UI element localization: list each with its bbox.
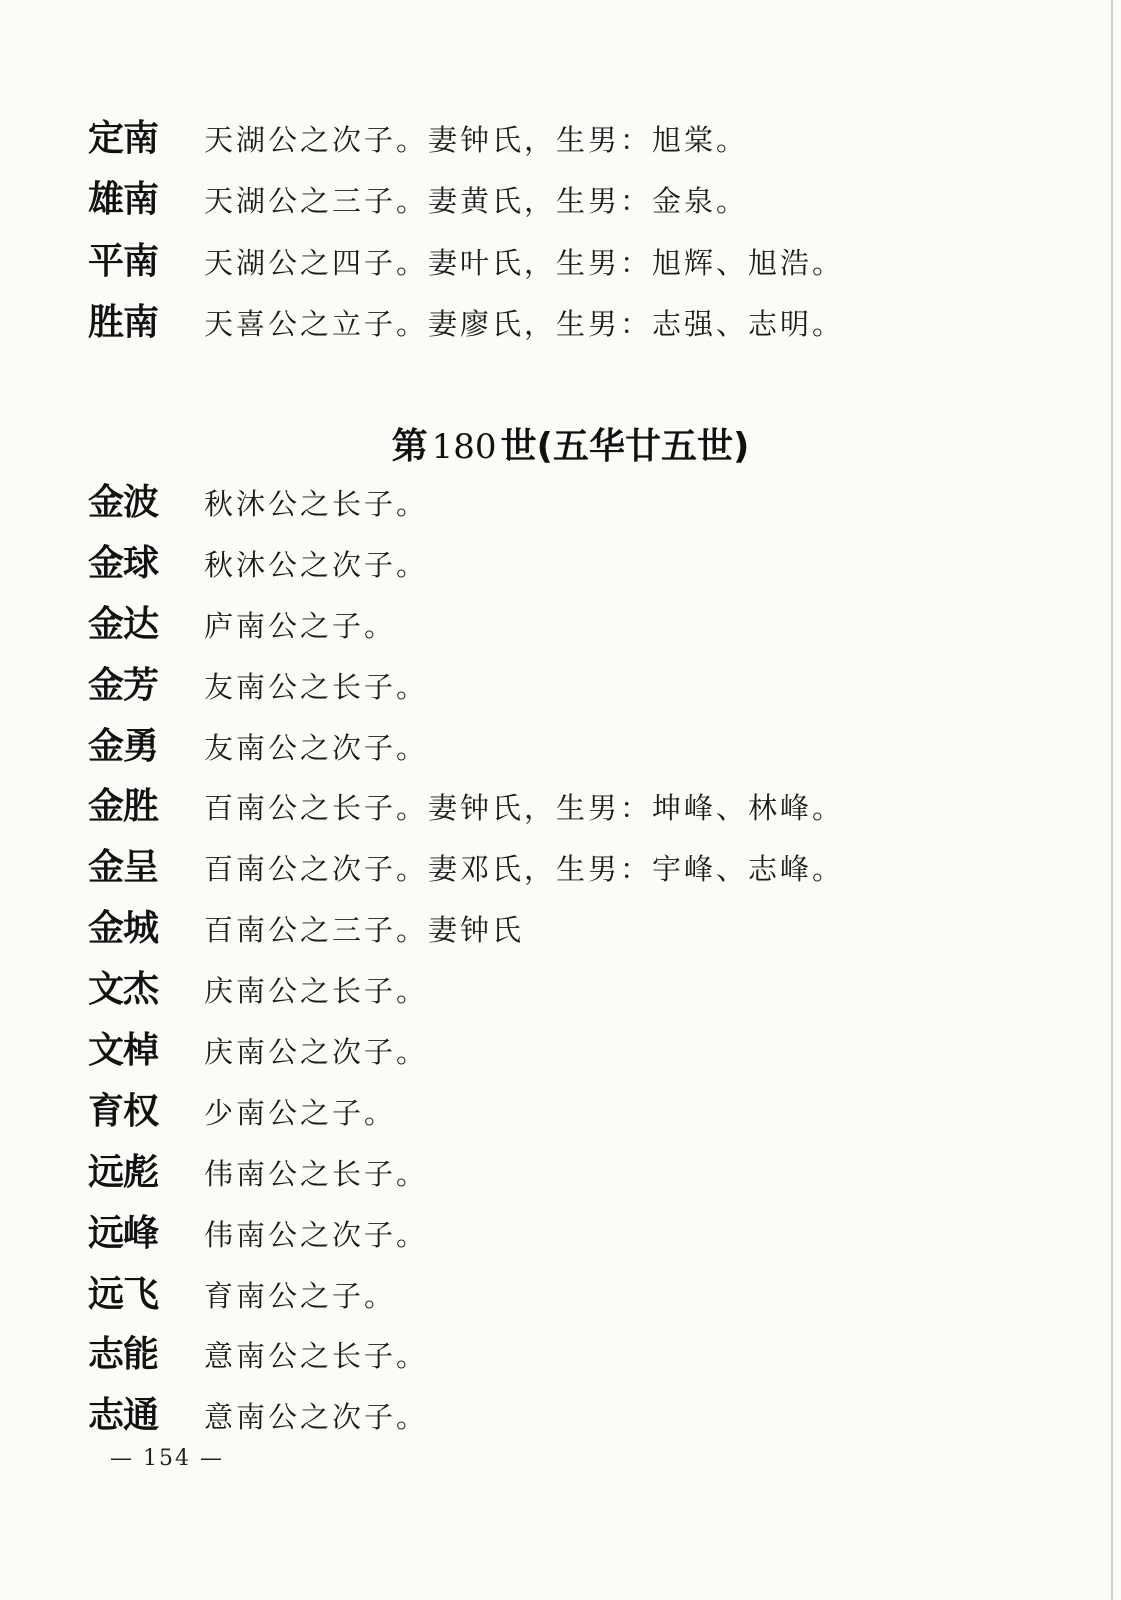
- person-description: 百南公之次子。妻邓氏，生男：宇峰、志峰。: [204, 852, 845, 887]
- person-description: 意南公之长子。: [204, 1339, 429, 1374]
- person-name: 雄南: [88, 179, 159, 221]
- person-name: 金波: [88, 482, 159, 523]
- genealogy-entry: [88, 778, 1028, 839]
- person-description: 天喜公之立子。妻廖氏，生男：志强、志明。: [204, 306, 845, 341]
- person-description: 伟南公之次子。: [204, 1217, 429, 1252]
- heading-number: 180: [431, 427, 497, 467]
- person-name: 金胜: [88, 786, 159, 828]
- person-description: 天湖公之三子。妻黄氏，生男：金泉。: [204, 184, 749, 219]
- genealogy-entry: [88, 535, 1028, 596]
- person-name: 胜南: [88, 301, 159, 343]
- person-name: 志能: [88, 1334, 159, 1376]
- page-edge-line: [1111, 0, 1113, 1600]
- genealogy-entry: [88, 1205, 1028, 1266]
- genealogy-entry: [88, 718, 1028, 779]
- person-name: 金呈: [88, 847, 159, 889]
- person-name: 文棹: [88, 1030, 159, 1072]
- person-description: 伟南公之长子。: [204, 1156, 429, 1191]
- person-name: 远飞: [88, 1273, 159, 1315]
- genealogy-entry: [88, 474, 1028, 535]
- genealogy-entry: [88, 961, 1028, 1022]
- person-name: 金达: [88, 603, 159, 645]
- genealogy-entry: [88, 233, 1028, 294]
- genealogy-entry: [88, 110, 1028, 171]
- person-name: 文杰: [88, 969, 159, 1011]
- genealogy-entry: [88, 900, 1028, 961]
- person-description: 百南公之三子。妻钟氏: [204, 913, 525, 948]
- person-description: 庆南公之次子。: [204, 1035, 429, 1070]
- previous-generation-entries: [88, 110, 1028, 355]
- person-description: 秋沐公之次子。: [204, 547, 429, 582]
- page-number: — 154 —: [110, 1446, 224, 1471]
- person-description: 友南公之次子。: [204, 730, 429, 765]
- genealogy-entry: [88, 1083, 1028, 1144]
- heading-prefix: 第: [391, 426, 428, 467]
- person-name: 育权: [88, 1090, 159, 1132]
- person-name: 金芳: [88, 664, 159, 706]
- person-name: 金勇: [88, 725, 159, 767]
- person-description: 友南公之长子。: [204, 669, 429, 704]
- genealogy-entry: [88, 1266, 1028, 1327]
- genealogy-entry: [88, 1326, 1028, 1387]
- genealogy-entry: [88, 1022, 1028, 1083]
- person-name: 远峰: [88, 1212, 159, 1254]
- heading-suffix: 世(五华廿五世): [500, 426, 750, 467]
- genealogy-entry: [88, 1144, 1028, 1205]
- person-name: 金球: [88, 542, 159, 584]
- genealogy-entry: [88, 596, 1028, 657]
- person-description: 育南公之子。: [204, 1278, 397, 1313]
- person-description: 少南公之子。: [204, 1095, 397, 1130]
- person-description: 百南公之长子。妻钟氏，生男：坤峰、林峰。: [204, 791, 845, 826]
- person-name: 定南: [88, 118, 159, 159]
- person-description: 意南公之次子。: [204, 1400, 429, 1435]
- person-description: 天湖公之四子。妻叶氏，生男：旭辉、旭浩。: [204, 245, 845, 280]
- person-description: 庆南公之长子。: [204, 974, 429, 1009]
- person-name: 金城: [88, 908, 159, 950]
- person-name: 志通: [88, 1395, 159, 1437]
- person-name: 平南: [88, 240, 159, 282]
- person-name: 远彪: [88, 1151, 159, 1193]
- person-description: 天湖公之次子。妻钟氏，生男：旭棠。: [204, 123, 749, 157]
- person-description: 庐南公之子。: [204, 608, 397, 643]
- generation-entries: [88, 474, 1028, 1448]
- genealogy-entry: [88, 294, 1028, 355]
- person-description: 秋沐公之长子。: [204, 487, 429, 521]
- generation-heading: [0, 418, 1121, 469]
- genealogy-entry: [88, 171, 1028, 232]
- genealogy-entry: [88, 1387, 1028, 1448]
- genealogy-entry: [88, 839, 1028, 900]
- genealogy-entry: [88, 657, 1028, 718]
